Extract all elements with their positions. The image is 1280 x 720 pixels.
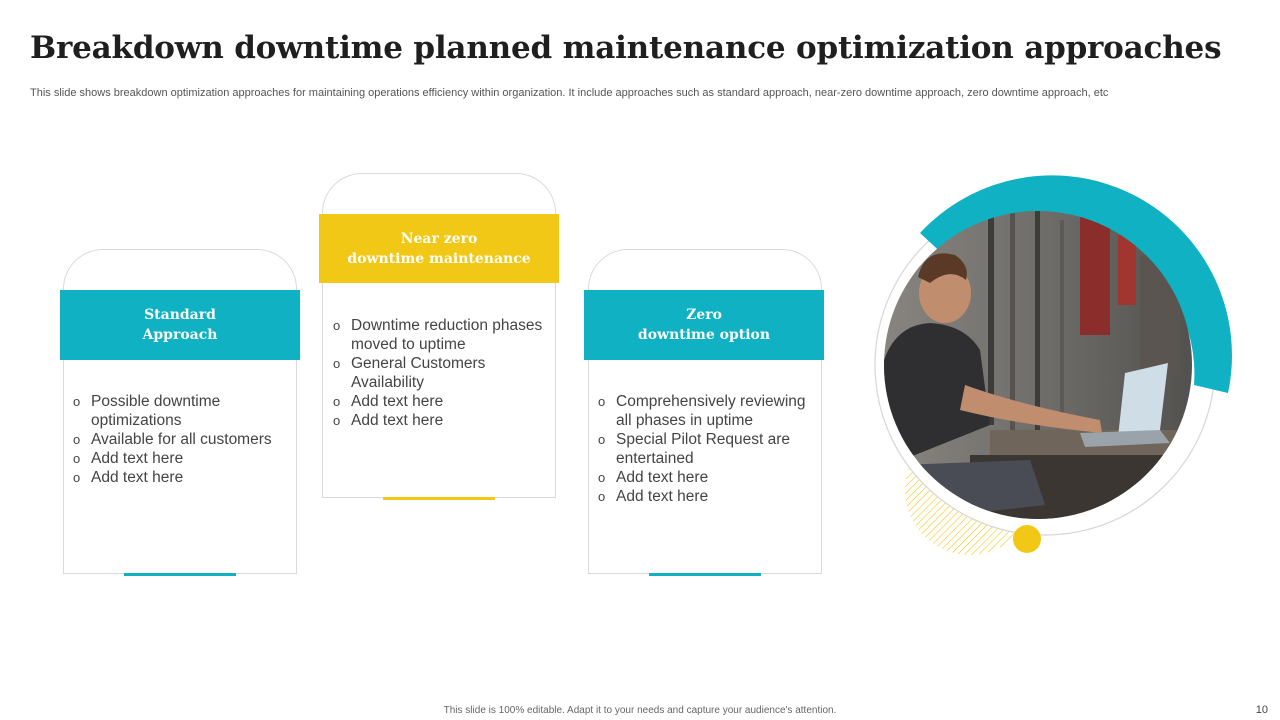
card-accent-bar — [124, 573, 236, 576]
card-accent-bar — [649, 573, 761, 576]
slide-title: Breakdown downtime planned maintenance optimization approaches — [30, 30, 1222, 66]
list-item: o Add text here — [73, 449, 288, 468]
card-bullet-list — [333, 316, 548, 430]
list-item: o Downtime reduction phases moved to uptime — [333, 316, 548, 354]
card-header-line1: Zero — [686, 307, 722, 323]
card-header-line1: Standard — [144, 307, 216, 323]
page-number: 10 — [1255, 704, 1268, 716]
list-item: o Possible downtime optimizations — [73, 392, 288, 430]
yellow-dot — [1013, 525, 1041, 553]
card-header-zero — [584, 290, 824, 360]
list-item: o Add text here — [598, 487, 818, 506]
list-item: o Special Pilot Request are entertained — [598, 430, 818, 468]
list-item: o Available for all customers — [73, 430, 288, 449]
card-header-line1: Near zero — [400, 230, 478, 247]
slide-footer: This slide is 100% editable. Adapt it to your needs and capture your audience's attention. — [443, 705, 837, 716]
list-item: o General Customers Availability — [333, 354, 548, 392]
card-bullet-list — [73, 392, 288, 487]
card-header-line2: downtime option — [637, 327, 771, 343]
card-header-line2: downtime maintenance — [347, 250, 531, 267]
card-accent-bar — [383, 497, 495, 500]
list-item: o Add text here — [73, 468, 288, 487]
slide-subtitle: This slide shows breakdown optimization approaches for maintaining operations efficiency within organization. It include approaches such as standard approach, near-zero downtime approach, zero downtime approach, etc — [30, 87, 1109, 99]
decorative-photo-graphic — [870, 175, 1240, 565]
list-item: o Add text here — [598, 468, 818, 487]
card-header-line2: Approach — [142, 327, 218, 343]
list-item: o Add text here — [333, 392, 548, 411]
card-header-near-zero — [319, 214, 559, 283]
card-bullet-list — [598, 392, 818, 506]
list-item: o Comprehensively reviewing all phases in uptime — [598, 392, 818, 430]
card-header-standard — [60, 290, 300, 360]
list-item: o Add text here — [333, 411, 548, 430]
photo-illustration — [870, 175, 1240, 565]
